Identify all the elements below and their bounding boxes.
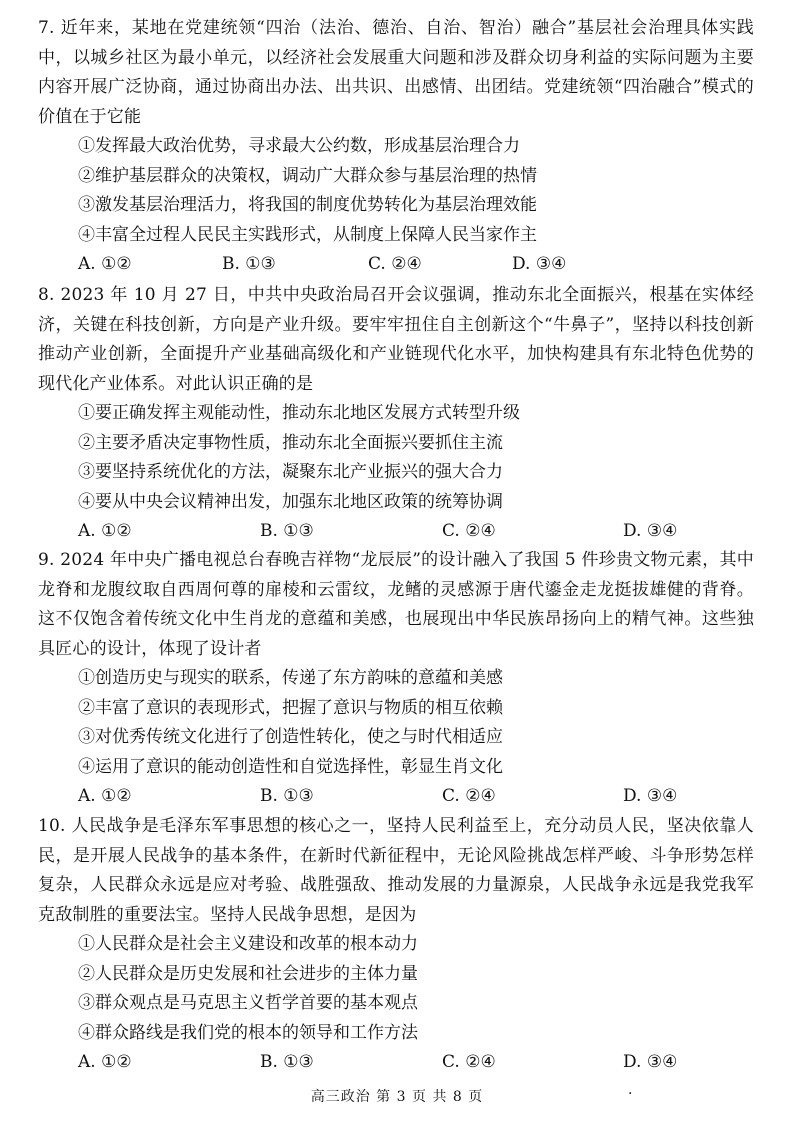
question-9	[38, 546, 754, 812]
question-8	[38, 281, 754, 547]
choice-a: A. ①②	[78, 521, 132, 541]
choice-c: C. ②④	[442, 786, 496, 806]
option-4: ④要从中央会议精神出发，加强东北地区政策的统筹协调	[78, 491, 503, 512]
option-2: ②维护基层群众的决策权，调动广大群众参与基层治理的热情	[78, 165, 537, 186]
choice-d: D. ③④	[623, 521, 678, 541]
question-7	[38, 14, 754, 280]
choice-c: C. ②④	[442, 1052, 496, 1072]
choice-a: A. ①②	[78, 254, 132, 274]
page-footer: 高三政治 第 3 页 共 8 页	[310, 1089, 484, 1105]
choice-c: C. ②④	[368, 254, 422, 274]
choice-d: D. ③④	[623, 1052, 678, 1072]
option-3: ③激发基层治理活力，将我国的制度优势转化为基层治理效能	[78, 195, 537, 215]
answer-choices	[38, 782, 754, 812]
option-3: ③要坚持系统优化的方法，凝聚东北产业振兴的强大合力	[78, 462, 503, 482]
choice-c: C. ②④	[442, 521, 496, 541]
question-stem: 10. 人民战争是毛泽东军事思想的核心之一，坚持人民利益至上，充分动员人民，坚决依靠人民，是开展人民战争的基本条件，在新时代新征程中，无论风险挑战怎样严峻、斗争形势怎样复杂，人民群众永远是应对考验、战胜强敌、推动发展的力量源泉，人民战争永远是我党我军克敌制胜的重要法宝。坚持人民战争思想，是因为	[38, 816, 754, 925]
option-1: ①创造历史与现实的联系，传递了东方韵味的意蕴和美感	[78, 668, 503, 688]
option-2: ②丰富了意识的表现形式，把握了意识与物质的相互依赖	[78, 697, 503, 718]
choice-a: A. ①②	[78, 1052, 132, 1072]
choice-b: B. ①③	[260, 786, 314, 806]
choice-b: B. ①③	[260, 1052, 314, 1072]
question-stem: 7. 近年来，某地在党建统领“四治（法治、德治、自治、智治）融合”基层社会治理具体实践中，以城乡社区为最小单元，以经济社会发展重大问题和涉及群众切身利益的实际问题为主要内容开展广泛协商，通过协商出办法、出共识、出感情、出团结。党建统领“四治融合”模式的价值在于它能	[38, 18, 754, 127]
choice-a: A. ①②	[78, 786, 132, 806]
option-4: ④群众路线是我们党的根本的领导和工作方法	[78, 1022, 418, 1043]
option-4: ④运用了意识的能动创造性和自觉选择性，彰显生肖文化	[78, 756, 503, 777]
answer-choices	[38, 1048, 754, 1078]
choice-b: B. ①③	[260, 521, 314, 541]
option-3: ③对优秀传统文化进行了创造性转化，使之与时代相适应	[78, 727, 503, 747]
question-stem: 8. 2023 年 10 月 27 日，中共中央政治局召开会议强调，推动东北全面振兴，根基在实体经济，关键在科技创新，方向是产业升级。要牢牢扭住自主创新这个“牛鼻子”，坚持以科技创新推动产业创新，全面提升产业基础高级化和产业链现代化水平，加快构建具有东北特色优势的现代化产业体系。对此认识正确的是	[38, 285, 754, 394]
footer-mark: ·	[628, 1086, 633, 1102]
option-2: ②主要矛盾决定事物性质，推动东北全面振兴要抓住主流	[78, 432, 503, 453]
option-4: ④丰富全过程人民民主实践形式，从制度上保障人民当家作主	[78, 224, 537, 245]
question-10	[38, 812, 754, 1078]
option-3: ③群众观点是马克思主义哲学首要的基本观点	[78, 993, 418, 1013]
option-1: ①发挥最大政治优势，寻求最大公约数，形成基层治理合力	[78, 136, 520, 156]
choice-d: D. ③④	[623, 786, 678, 806]
choice-b: B. ①③	[222, 254, 276, 274]
option-2: ②人民群众是历史发展和社会进步的主体力量	[78, 963, 418, 984]
answer-choices	[38, 250, 754, 280]
question-stem: 9. 2024 年中央广播电视总台春晚吉祥物“龙辰辰”的设计融入了我国 5 件珍贵文物元素，其中龙脊和龙腹纹取自西周何尊的扉棱和云雷纹，龙鳍的灵感源于唐代鎏金走龙挺拔雄健的背脊。这不仅饱含着传统文化中生肖龙的意蕴和美感，也展现出中华民族昂扬向上的精气神。这些独具匠心的设计，体现了设计者	[38, 550, 754, 659]
option-1: ①要正确发挥主观能动性，推动东北地区发展方式转型升级	[78, 403, 520, 423]
choice-d: D. ③④	[512, 254, 567, 274]
answer-choices	[38, 517, 754, 547]
option-1: ①人民群众是社会主义建设和改革的根本动力	[78, 934, 418, 954]
